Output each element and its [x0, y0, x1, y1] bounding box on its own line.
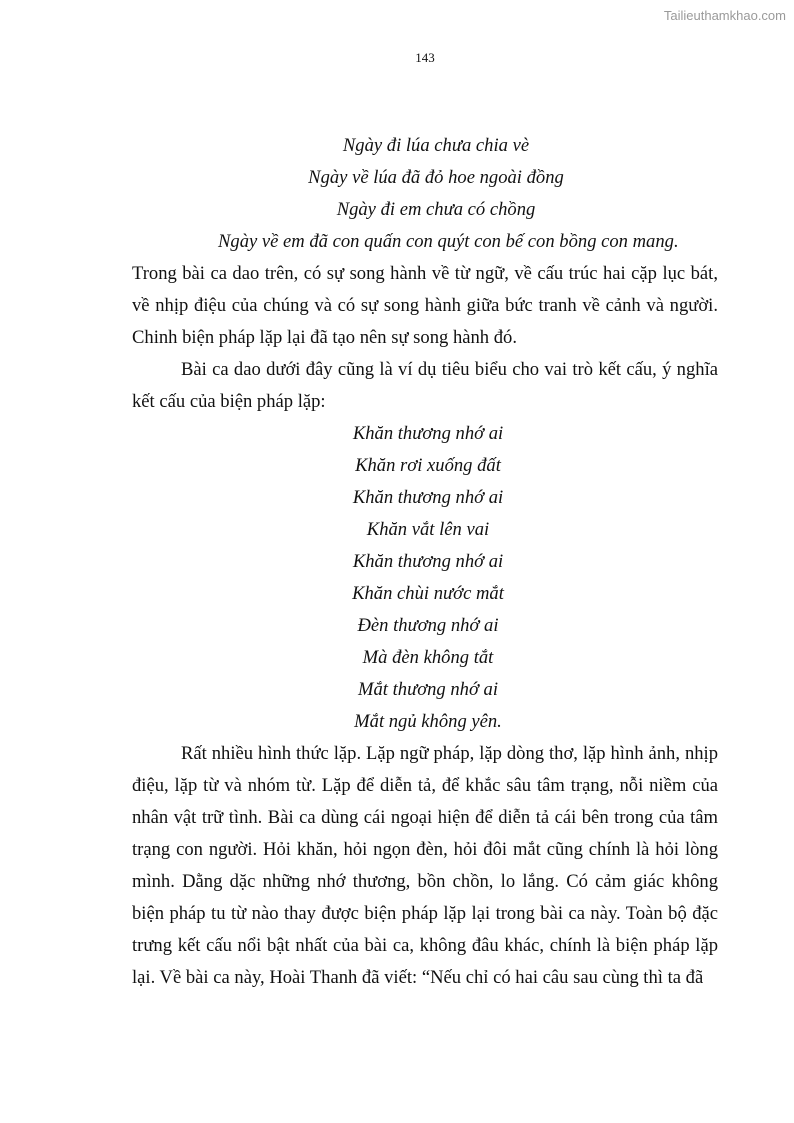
page-body — [132, 130, 718, 994]
verse-line: Ngày về lúa đã đỏ hoe ngoài đồng — [308, 167, 564, 188]
verse-line: Đèn thương nhớ ai — [357, 615, 499, 636]
verse-line: Khăn thương nhớ ai — [352, 423, 504, 444]
watermark: Tailieuthamkhao.com — [663, 8, 786, 23]
verse-khan-thuong — [132, 418, 718, 738]
page-number: 143 — [415, 50, 435, 65]
verse-line: Ngày về em đã con quấn con quýt con bế con bồng con mang. — [218, 231, 679, 252]
verse-line: Ngày đi em chưa có chồng — [336, 199, 536, 220]
verse-line: Khăn vắt lên vai — [366, 519, 490, 540]
verse-ngay-di — [154, 130, 718, 258]
verse-line: Khăn thương nhớ ai — [352, 487, 504, 508]
verse-line: Khăn rơi xuống đất — [355, 455, 501, 476]
paragraph-analysis: Rất nhiều hình thức lặp. Lặp ngữ pháp, lặp dòng thơ, lặp hình ảnh, nhịp điệu, lặp từ và nhóm từ. Lặp để diễn tả, để khắc sâu tâm trạng, nỗi niềm của nhân vật trữ tình. Bài ca dùng cái ngoại hiện để diễn tả cái bên trong của tâm trạng con người. Hỏi khăn, hỏi ngọn đèn, hỏi đôi mắt cũng chính là hỏi lòng mình. Dằng dặc những nhớ thương, bồn chồn, lo lắng. Có cảm giác không biện pháp tu từ nào thay được biện pháp lặp lại trong bài ca này. Toàn bộ đặc trưng kết cấu nổi bật nhất của bài ca, không đâu khác, chính là biện pháp lặp lại. Về bài ca này, Hoài Thanh đã viết: “Nếu chỉ có hai câu sau cùng thì ta đã — [132, 743, 718, 988]
verse-line: Mắt thương nhớ ai — [358, 679, 498, 700]
paragraph-intro-example: Bài ca dao dưới đây cũng là ví dụ tiêu biểu cho vai trò kết cấu, ý nghĩa kết cấu của biện pháp lặp: — [132, 359, 718, 412]
paragraph-song-hanh: Trong bài ca dao trên, có sự song hành về từ ngữ, về cấu trúc hai cặp lục bát, về nhịp điệu của chúng và có sự song hành giữa bức tranh về cảnh và người. Chinh biện pháp lặp lại đã tạo nên sự song hành đó. — [132, 263, 718, 348]
verse-line: Khăn chùi nước mắt — [352, 583, 504, 604]
verse-line: Khăn thương nhớ ai — [352, 551, 504, 572]
verse-line: Mắt ngủ không yên. — [354, 711, 502, 732]
verse-line: Ngày đi lúa chưa chia vè — [342, 135, 530, 156]
verse-line: Mà đèn không tắt — [362, 647, 494, 668]
